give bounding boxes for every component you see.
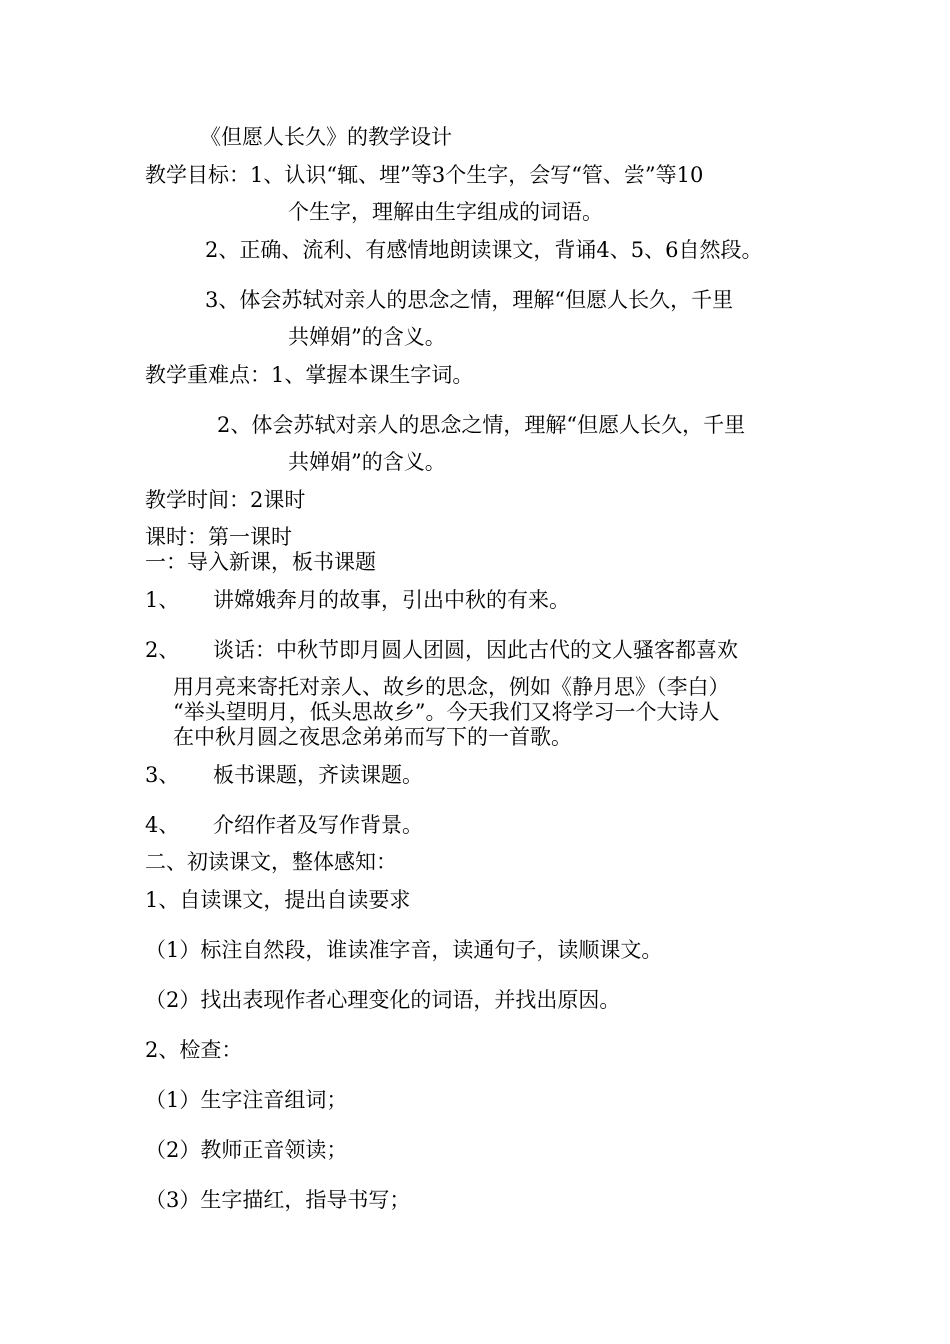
section-1-heading: 一：导入新课，板书课题 (145, 550, 376, 574)
section-2-sub-1: 1、自读课文，提出自读要求 (145, 888, 411, 912)
step-3-text: 板书课题，齐读课题。 (213, 763, 423, 787)
section-2-sub-1-a: （1）标注自然段，谁读准字音，读通句子，读顺课文。 (145, 938, 663, 962)
section-2-sub-2-a: （1）生字注音组词； (145, 1088, 348, 1112)
objective-3-continued: 共婵娟”的含义。 (288, 325, 446, 349)
step-4-number: 4、 (145, 813, 180, 837)
key-point-2-continued: 共婵娟”的含义。 (288, 450, 446, 474)
key-point-1: 1、掌握本课生字词。 (271, 363, 474, 387)
objective-2: 2、正确、流利、有感情地朗读课文，背诵4、5、6自然段。 (205, 238, 763, 262)
objectives-line-1 (145, 162, 703, 188)
section-2-sub-1-b: （2）找出表现作者心理变化的词语，并找出原因。 (145, 988, 621, 1012)
section-2-sub-2-c: （3）生字描红，指导书写； (145, 1188, 411, 1212)
objectives-label: 教学目标： (145, 163, 250, 187)
step-4-text: 介绍作者及写作背景。 (213, 813, 423, 837)
key-points-label: 教学重难点： (145, 363, 271, 387)
teaching-time: 教学时间：2课时 (145, 488, 306, 512)
step-2-text-3: “举头望明月，低头思故乡”。今天我们又将学习一个大诗人 (173, 700, 720, 724)
section-2-heading: 二、初读课文，整体感知： (145, 850, 397, 874)
step-2-text-1: 谈话：中秋节即月圆人团圆，因此古代的文人骚客都喜欢 (213, 638, 738, 662)
step-1-number: 1、 (145, 588, 180, 612)
step-2-number: 2、 (145, 638, 180, 662)
lesson-period: 课时：第一课时 (145, 525, 292, 549)
objective-1: 1、认识“辄、埋”等3个生字，会写“管、尝”等10 (250, 163, 704, 187)
key-point-2: 2、体会苏轼对亲人的思念之情，理解“但愿人长久，千里 (217, 413, 746, 437)
step-1-text: 讲嫦娥奔月的故事，引出中秋的有来。 (213, 588, 570, 612)
section-2-sub-2-b: （2）教师正音领读； (145, 1138, 348, 1162)
key-points-line-1 (145, 362, 473, 388)
objective-3: 3、体会苏轼对亲人的思念之情，理解“但愿人长久，千里 (205, 288, 734, 312)
objective-1-continued: 个生字，理解由生字组成的词语。 (288, 200, 603, 224)
step-2-text-2: 用月亮来寄托对亲人、故乡的思念，例如《静月思》（李白） (173, 675, 730, 699)
step-3-number: 3、 (145, 763, 180, 787)
section-2-sub-2: 2、检查： (145, 1038, 243, 1062)
document-title: 《但愿人长久》的教学设计 (200, 125, 452, 149)
step-2-text-4: 在中秋月圆之夜思念弟弟而写下的一首歌。 (173, 725, 572, 749)
